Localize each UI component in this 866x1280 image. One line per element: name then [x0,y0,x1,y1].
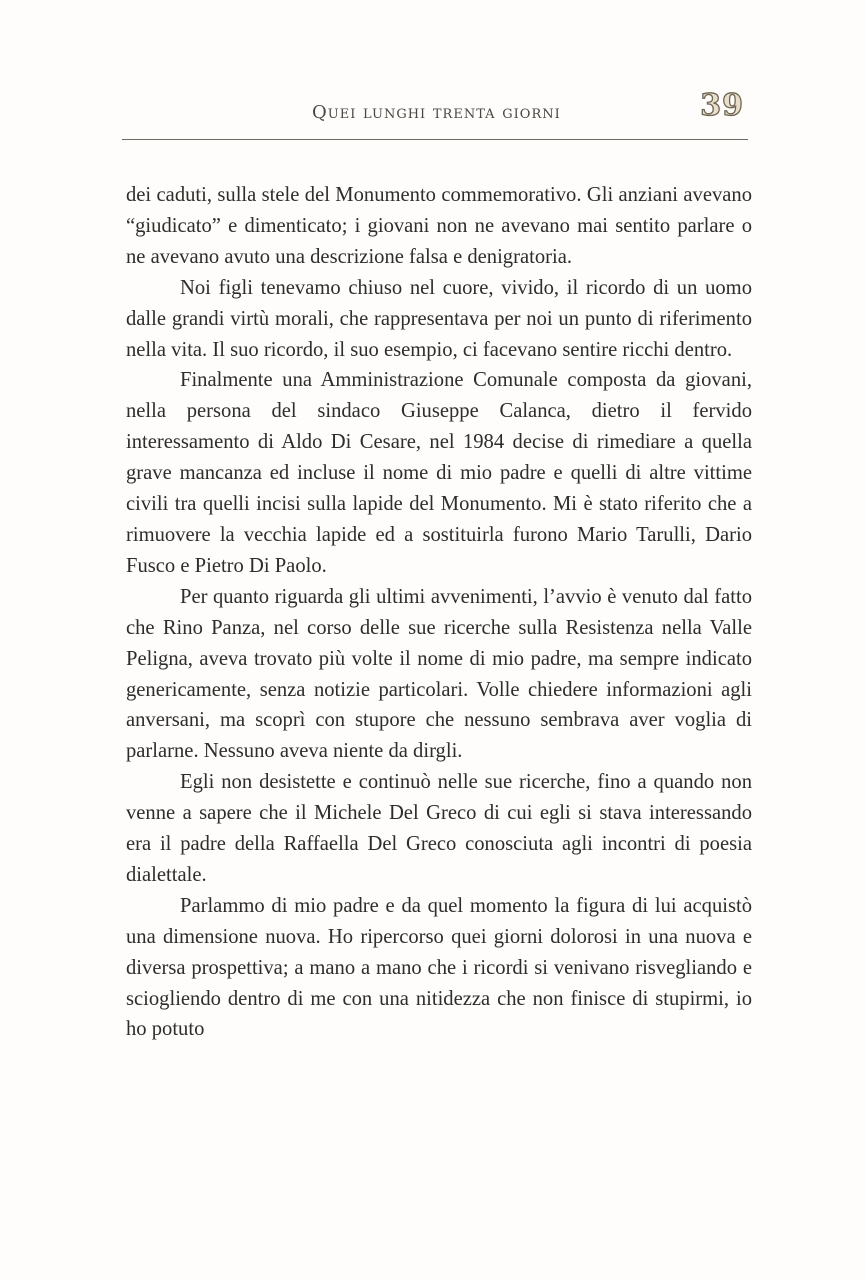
running-title: Quei lunghi trenta giorni [312,102,561,123]
page-number: 39 [700,88,744,123]
paragraph: Per quanto riguarda gli ultimi avvenimenti, l’avvio è venuto dal fatto che Rino Panza, nel corso delle sue ricerche sulla Resistenza nella Valle Peligna, aveva trovato più volte il nome di mio padre, ma sempre indicato genericamente, senza notizie particolari. Volle chiedere informazioni agli anversani, ma scoprì con stupore che nessuno sembrava aver voglia di parlarne. Nessuno aveva niente da dirgli. [126,585,752,763]
page-header [122,86,748,140]
header-rule [122,139,748,140]
paragraph: Egli non desistette e continuò nelle sue ricerche, fino a quando non venne a sapere che il Michele Del Greco di cui egli si stava interessando era il padre della Raffaella Del Greco conosciuta agli incontri di poesia dialettale. [126,771,752,886]
body-text [126,180,752,1045]
paragraph: Parlammo di mio padre e da quel momento la figura di lui acquistò una dimensione nuova. Ho ripercorso quei giorni dolorosi in una nuova e diversa prospettiva; a mano a mano che i ricordi si venivano risvegliando e sciogliendo dentro di me con una nitidezza che non finisce di stupirmi, io ho potuto [126,894,752,1041]
paragraph: Finalmente una Amministrazione Comunale composta da giovani, nella persona del sindaco Giuseppe Calanca, dietro il fervido interessamento di Aldo Di Cesare, nel 1984 decise di rimediare a quella grave mancanza ed incluse il nome di mio padre e quelli di altre vittime civili tra quelli incisi sulla lapide del Monumento. Mi è stato riferito che a rimuovere la vecchia lapide ed a sostituirla furono Mario Tarulli, Dario Fusco e Pietro Di Paolo. [126,369,752,577]
paragraph: Noi figli tenevamo chiuso nel cuore, vivido, il ricordo di un uomo dalle grandi virtù morali, che rappresentava per noi un punto di riferimento nella vita. Il suo ricordo, il suo esempio, ci facevano sentire ricchi dentro. [126,276,752,361]
paragraph: dei caduti, sulla stele del Monumento commemorativo. Gli anziani avevano “giudicato” e dimenticato; i giovani non ne avevano mai sentito parlare o ne avevano avuto una descrizione falsa e denigratoria. [126,184,752,268]
